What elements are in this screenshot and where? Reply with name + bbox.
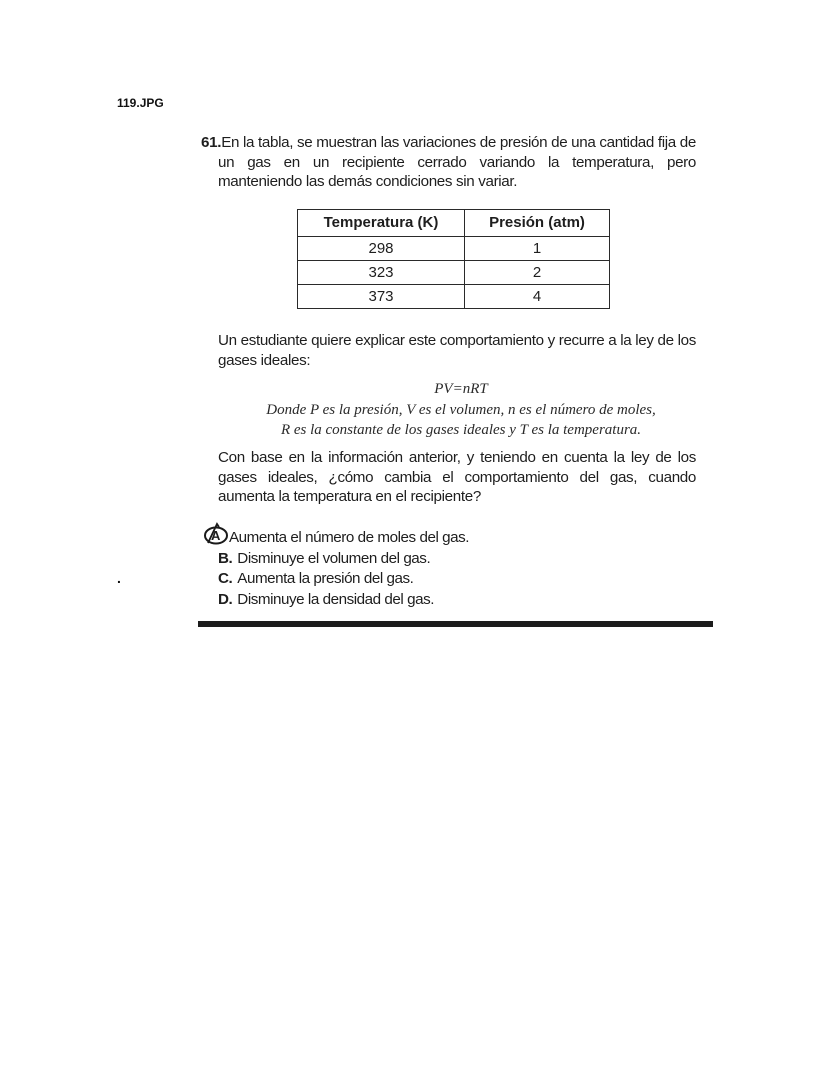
table-cell-temperature: 298: [298, 237, 465, 261]
bullet-dot: .: [117, 570, 121, 586]
table-header-temperature: Temperatura (K): [298, 210, 465, 237]
question-block: [201, 133, 696, 608]
table-row: [298, 237, 610, 261]
option-a-letter: A: [211, 528, 220, 543]
option-c[interactable]: [218, 569, 678, 590]
option-c-letter: C.: [218, 570, 233, 587]
table-row: [298, 285, 610, 309]
option-b-text: Disminuye el volumen del gas.: [237, 549, 431, 567]
formula-definition-line-1: Donde P es la presión, V es el volumen, n es el número de moles,: [266, 402, 656, 418]
ideal-gas-formula: PV=nRT: [434, 381, 488, 397]
selected-answer-mark: [207, 528, 225, 544]
table-cell-pressure: 1: [465, 237, 610, 261]
question-stem-text: En la tabla, se muestran las variaciones de presión de una cantidad fija de un gas en un recipiente cerrado variando la temperatura, pero manteniendo las demás condiciones sin variar.: [218, 134, 696, 190]
formula-block: [201, 379, 721, 440]
formula-definition-line-2: R es la constante de los gases ideales y T es la temperatura.: [280, 422, 642, 438]
option-c-text: Aumenta la presión del gas.: [237, 570, 414, 587]
option-a[interactable]: [211, 528, 678, 549]
table-header-pressure: Presión (atm): [465, 210, 610, 237]
table-cell-pressure: 2: [465, 261, 610, 285]
bottom-rule: [198, 621, 713, 627]
question-stem: [201, 133, 696, 192]
table-header-row: [298, 210, 610, 237]
question-number: 61.: [201, 134, 222, 151]
option-d-letter: D.: [218, 590, 233, 608]
table-cell-temperature: 323: [298, 261, 465, 285]
option-d[interactable]: [218, 590, 678, 611]
intro-paragraph: Un estudiante quiere explicar este comportamiento y recurre a la ley de los gases ideales:: [218, 332, 696, 369]
table-cell-pressure: 4: [465, 285, 610, 309]
followup-question: Con base en la información anterior, y teniendo en cuenta la ley de los gases ideales, ¿cómo cambia el comportamiento del gas, cuando aumenta la temperatura en el recipiente?: [218, 449, 696, 505]
data-table: [297, 209, 610, 309]
table-row: [298, 261, 610, 285]
option-b[interactable]: [218, 549, 678, 570]
file-name-label: 119.JPG: [117, 96, 164, 110]
option-b-letter: B.: [218, 549, 233, 567]
answer-options: [211, 528, 678, 610]
option-a-text: Aumenta el número de moles del gas.: [229, 529, 470, 546]
table-cell-temperature: 373: [298, 285, 465, 309]
option-d-text: Disminuye la densidad del gas.: [237, 590, 435, 608]
